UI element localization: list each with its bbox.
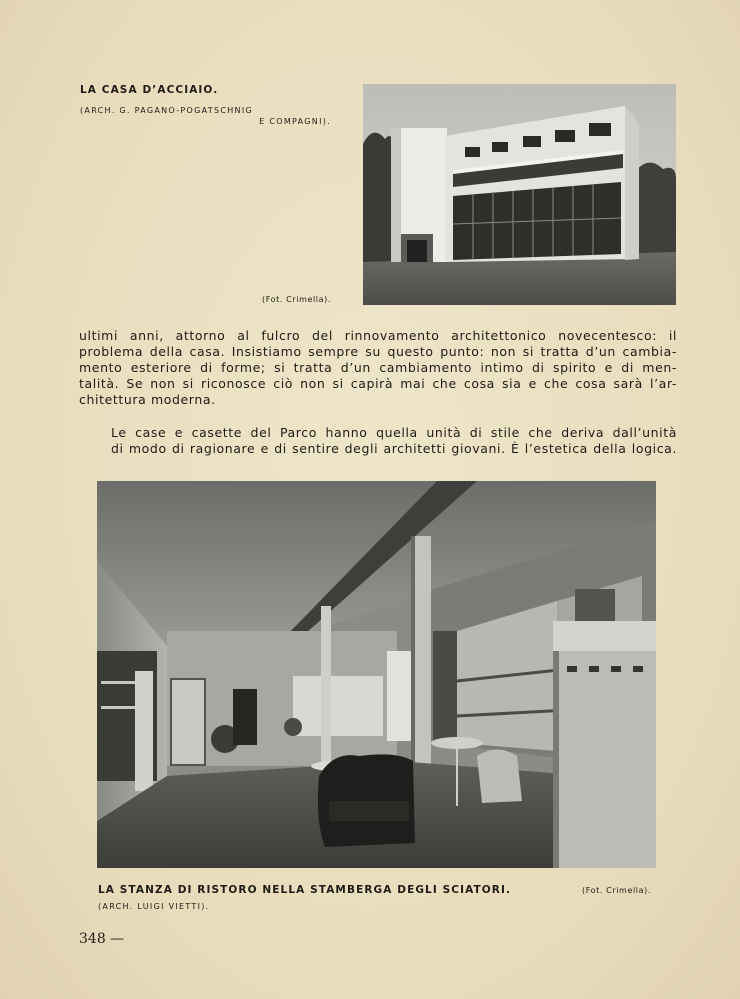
page-number: 348 —: [79, 931, 125, 947]
paragraph-line: ultimi anni, attorno al fulcro del rinnovamento architettonico novecentesco: il: [79, 328, 677, 343]
bottom-caption-architect: (ARCH. LUIGI VIETTI).: [98, 902, 210, 911]
top-photo-credit: (Fot. Crimella).: [262, 295, 331, 304]
paragraph-line: chitettura moderna.: [79, 392, 216, 407]
paragraph-line: mento esteriore di forme; si tratta d’un cambiamento intimo di spirito e di men-: [79, 360, 677, 375]
ski-lodge-interior-photo: [97, 481, 656, 868]
bottom-caption-title: LA STANZA DI RISTORO NELLA STAMBERGA DEGLI SCIATORI.: [98, 884, 512, 896]
paragraph-line: Le case e casette del Parco hanno quella unità di stile che deriva dall’unità: [111, 425, 677, 440]
steel-house-photo: [363, 84, 676, 305]
paragraph-line: talità. Se non si riconosce ciò non si capirà mai che cosa sia e che cosa sarà l’ar-: [79, 376, 677, 391]
top-caption-architect-line1: (ARCH. G. PAGANO-POGATSCHNIG: [80, 106, 253, 115]
top-caption-title: LA CASA D’ACCIAIO.: [80, 84, 219, 96]
bottom-photo-credit: (Fot. Crimella).: [582, 886, 651, 895]
paragraph-line: di modo di ragionare e di sentire degli architetti giovani. È l’estetica della logica.: [111, 441, 677, 456]
paragraph-line: problema della casa. Insistiamo sempre su questo punto: non si tratta d’un cambia-: [79, 344, 677, 359]
body-paragraph-2: [79, 425, 677, 457]
body-paragraph-1: [79, 328, 677, 408]
top-caption-architect-line2: E COMPAGNI).: [259, 117, 331, 126]
